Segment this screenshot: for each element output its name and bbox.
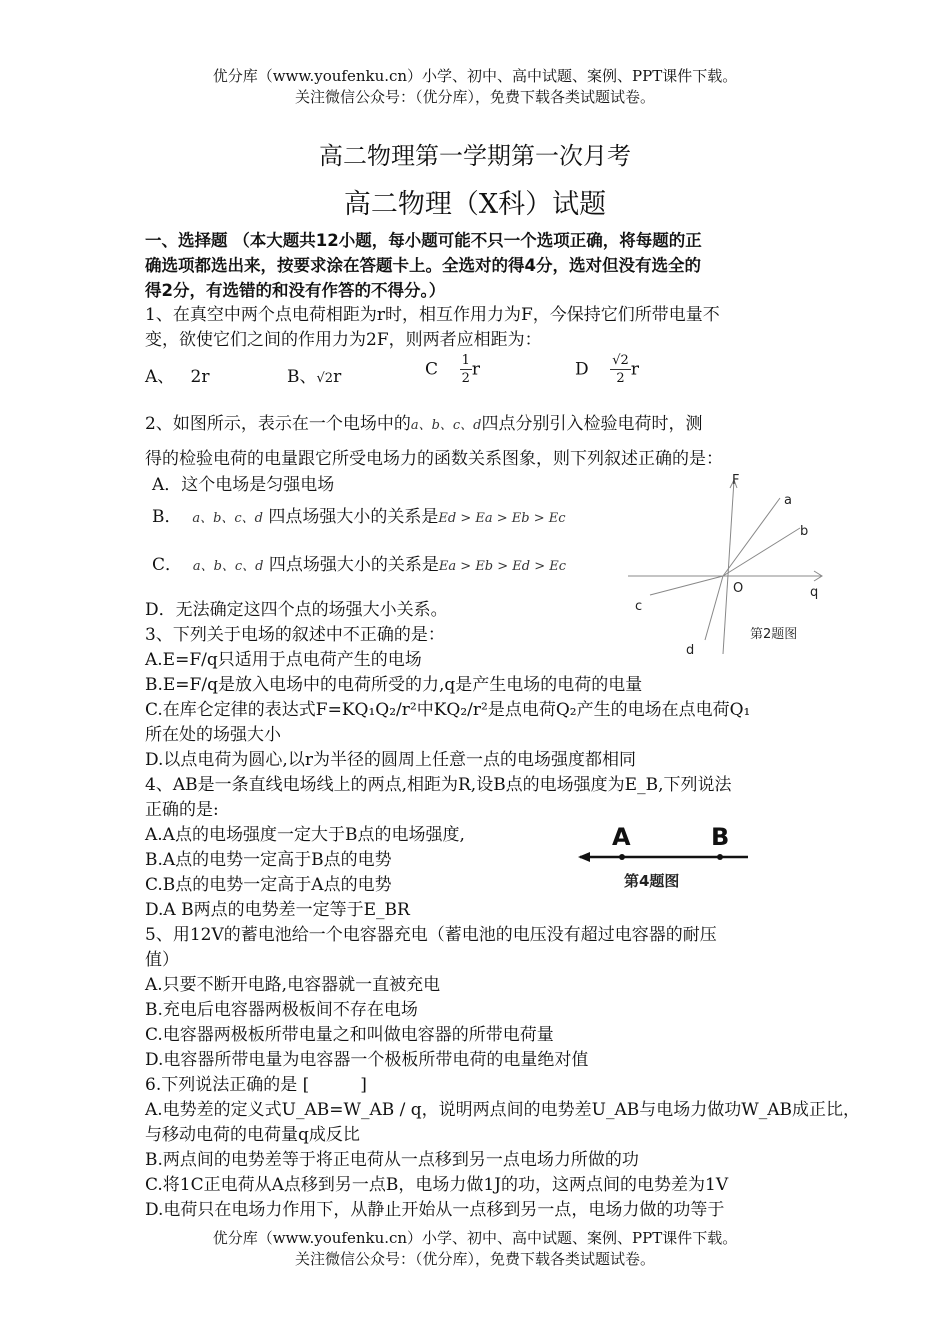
q5-option-c: C.电容器两极板所带电量之和叫做电容器的所带电荷量 <box>145 1025 554 1045</box>
q2-option-d: D．无法确定这四个点的场强大小关系。 <box>145 600 448 620</box>
label-point-b: B <box>711 823 730 851</box>
line-a <box>723 498 780 576</box>
point-a <box>619 854 625 860</box>
q4-option-a: A.A点的电场强度一定大于B点的电场强度, <box>145 825 465 845</box>
header-line-2: 关注微信公众号：（优分库），免费下载各类试题试卷。 <box>294 88 655 106</box>
q5-option-d: D.电容器所带电量为电容器一个极板所带电荷的电量绝对值 <box>145 1050 589 1070</box>
q1-option-a: A、 2r <box>145 367 210 387</box>
exam-title: 高二物理第一学期第一次月考 <box>319 142 631 170</box>
header-line-1: 优分库（www.youfenku.cn）小学、初中、高中试题、案例、PPT课件下载。 <box>212 67 738 85</box>
q6-option-b: B.两点间的电势差等于将正电荷从一点移到另一点电场力所做的功 <box>145 1150 639 1170</box>
line-b <box>723 528 800 576</box>
footer-line-2: 关注微信公众号：（优分库），免费下载各类试题试卷。 <box>294 1250 655 1268</box>
line-c <box>650 576 723 595</box>
q6-option-d: D.电荷只在电场力作用下，从静止开始从一点移到另一点，电场力做的功等于 <box>145 1200 725 1220</box>
q4-option-b: B.A点的电势一定高于B点的电势 <box>145 850 392 870</box>
label-c: c <box>635 599 643 614</box>
q1-option-b: B、√2r <box>287 367 342 387</box>
label-point-a: A <box>612 823 631 851</box>
q4-option-d: D.A B两点的电势差一定等于E_BR <box>145 900 410 920</box>
q4-option-c: C.B点的电势一定高于A点的电势 <box>145 875 392 895</box>
section-instructions-1: 一、选择题 （本大题共12小题，每小题可能不只一个选项正确，将每题的正 <box>145 231 702 250</box>
q2-graph-figure <box>620 470 835 665</box>
q3-option-c-1: C.在库仑定律的表达式F=KQ₁Q₂/r²中KQ₂/r²是点电荷Q₂产生的电场在点电荷Q₁ <box>145 700 751 720</box>
q6-option-a-2: 与移动电荷的电荷量q成反比 <box>145 1125 360 1145</box>
q3-option-c-2: 所在处的场强大小 <box>145 725 281 745</box>
q1-option-c: C $\frac{1}{2}r$ <box>425 353 481 386</box>
q2-stem-1: 2、如图所示，表示在一个电场中的a、b、c、d四点分别引入检验电荷时，测 <box>145 414 703 434</box>
label-q: q <box>810 585 819 600</box>
f-axis <box>723 480 734 654</box>
field-line-arrow <box>578 852 590 862</box>
label-o: O <box>733 581 744 596</box>
fig4-caption: 第4题图 <box>624 872 680 890</box>
q1-stem-2: 变，欲使它们之间的作用力为2F，则两者应相距为： <box>145 330 542 350</box>
fig2-caption: 第2题图 <box>750 627 798 642</box>
label-d: d <box>686 643 695 658</box>
line-d <box>705 576 723 640</box>
q5-stem-1: 5、用12V的蓄电池给一个电容器充电（蓄电池的电压没有超过电容器的耐压 <box>145 925 717 945</box>
q6-option-c: C.将1C正电荷从A点移到另一点B，电场力做1J的功，这两点间的电势差为1V <box>145 1175 729 1195</box>
label-f: F <box>732 473 740 488</box>
q2-option-b: B． a、b、c、d 四点场强大小的关系是Ed > Ea > Eb > Ec <box>152 507 566 527</box>
label-a: a <box>784 493 792 508</box>
q5-option-a: A.只要不断开电路,电容器就一直被充电 <box>145 975 441 995</box>
section-instructions-2: 确选项都选出来，按要求涂在答题卡上。全选对的得4分，选对但没有选全的 <box>145 256 701 275</box>
q1-stem-1: 1、在真空中两个点电荷相距为r时，相互作用力为F，今保持它们所带电量不 <box>145 305 720 325</box>
q6-option-a-1: A.电势差的定义式U_AB=W_AB / q，说明两点间的电势差U_AB与电场力做功W_AB成正比， <box>145 1100 861 1120</box>
q6-stem: 6.下列说法正确的是 [ ] <box>145 1075 367 1095</box>
q4-stem-2: 正确的是: <box>145 800 219 820</box>
q2-option-a: A．这个电场是匀强电场 <box>152 475 335 495</box>
q5-stem-2: 值） <box>145 950 179 970</box>
q5-option-b: B.充电后电容器两极板间不存在电场 <box>145 1000 418 1020</box>
q4-field-line-figure <box>570 815 760 895</box>
q3-stem: 3、下列关于电场的叙述中不正确的是： <box>145 625 445 645</box>
q3-option-a: A.E=F/q只适用于点电荷产生的电场 <box>145 650 422 670</box>
q2-option-c: C． a、b、c、d 四点场强大小的关系是Ea > Eb > Ed > Ec <box>152 555 567 575</box>
point-b <box>717 854 723 860</box>
footer-line-1: 优分库（www.youfenku.cn）小学、初中、高中试题、案例、PPT课件下载。 <box>212 1229 738 1247</box>
label-b: b <box>800 524 809 539</box>
q1-option-d: D $\frac{√2}{2}r$ <box>575 353 639 386</box>
q2-stem-2: 得的检验电荷的电量跟它所受电场力的函数关系图象，则下列叙述正确的是： <box>145 449 723 469</box>
exam-subtitle: 高二物理（X科）试题 <box>343 189 607 220</box>
section-instructions-3: 得2分，有选错的和没有作答的不得分。） <box>145 281 446 300</box>
q3-option-d: D.以点电荷为圆心,以r为半径的圆周上任意一点的电场强度都相同 <box>145 750 636 770</box>
q4-stem-1: 4、AB是一条直线电场线上的两点,相距为R,设B点的电场强度为E_B,下列说法 <box>145 775 732 795</box>
q3-option-b: B.E=F/q是放入电场中的电荷所受的力,q是产生电场的电荷的电量 <box>145 675 643 695</box>
